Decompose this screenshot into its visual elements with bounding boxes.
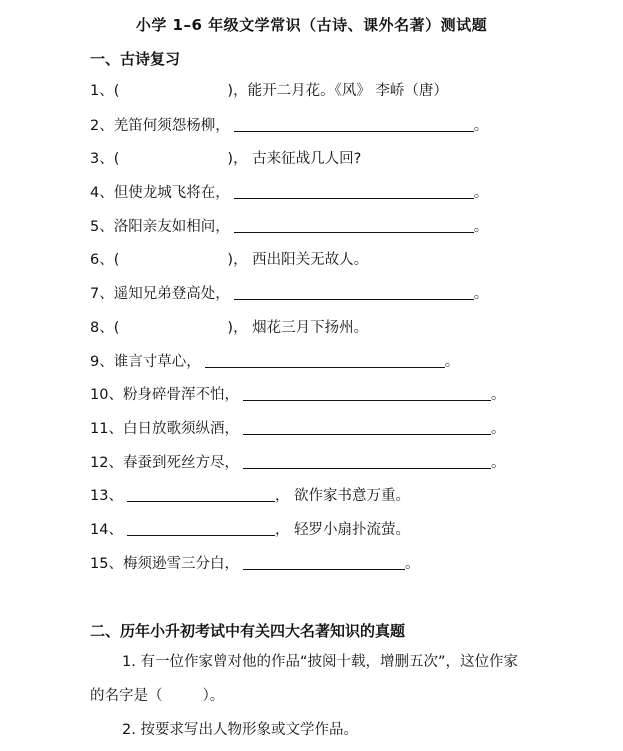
question-number: 10、 xyxy=(90,387,123,403)
question-suffix: 。 xyxy=(473,118,489,134)
question-suffix: ， 欲作家书意万重。 xyxy=(274,488,411,504)
question-2 xyxy=(90,116,488,136)
question-suffix: ， 轻罗小扇扑流萤。 xyxy=(274,522,411,538)
question-9 xyxy=(90,352,459,372)
question-number: 9、 xyxy=(90,354,114,370)
question-number: 2、 xyxy=(90,118,114,134)
question-prefix: 谁言寸草心， xyxy=(113,354,201,370)
question-suffix: 。 xyxy=(490,455,506,471)
question-5 xyxy=(90,217,488,237)
question-suffix: 。 xyxy=(473,219,489,235)
question-number: 12、 xyxy=(90,455,123,471)
question-number: 5、 xyxy=(90,219,114,235)
question-number: 8、 xyxy=(90,320,114,336)
question-s2-1-line2 xyxy=(90,686,224,706)
answer-blank[interactable] xyxy=(243,454,491,469)
answer-blank[interactable] xyxy=(127,521,275,536)
answer-blank[interactable] xyxy=(205,353,445,368)
question-number: 1、 xyxy=(90,83,114,99)
question-number: 15、 xyxy=(90,556,123,572)
answer-blank[interactable] xyxy=(234,285,474,300)
question-10 xyxy=(90,385,505,405)
question-suffix: 。 xyxy=(490,387,506,403)
question-prefix: 春蚕到死丝方尽， xyxy=(122,455,239,471)
question-suffix: ）。 xyxy=(202,688,225,704)
question-prefix: ( xyxy=(113,252,120,268)
question-3 xyxy=(90,149,361,169)
answer-blank[interactable] xyxy=(243,420,491,435)
question-13 xyxy=(90,486,410,506)
question-suffix: )，能开二月花。《风》 李峤（唐） xyxy=(227,83,448,99)
question-suffix: )， 西出阳关无故人。 xyxy=(227,252,369,268)
question-15 xyxy=(90,554,419,574)
question-8 xyxy=(90,318,368,338)
question-4 xyxy=(90,183,488,203)
question-s2-2: 2. 按要求写出人物形象或文学作品。 xyxy=(122,722,358,738)
question-suffix: 。 xyxy=(444,354,460,370)
question-suffix: 。 xyxy=(404,556,420,572)
question-suffix: 。 xyxy=(473,286,489,302)
question-number: 6、 xyxy=(90,252,114,268)
question-1 xyxy=(90,81,448,101)
answer-blank[interactable] xyxy=(234,218,474,233)
question-suffix: )， 烟花三月下扬州。 xyxy=(227,320,369,336)
question-12 xyxy=(90,453,505,473)
question-prefix: 遥知兄弟登高处， xyxy=(113,286,230,302)
question-suffix: )， 古来征战几人回? xyxy=(227,151,362,167)
question-prefix: ( xyxy=(113,151,120,167)
section1-heading: 一、古诗复习 xyxy=(90,50,181,68)
question-prefix: 梅须逊雪三分白， xyxy=(122,556,239,572)
question-prefix: 白日放歌须纵酒， xyxy=(122,421,239,437)
question-number: 7、 xyxy=(90,286,114,302)
question-s2-1-line1: 1. 有一位作家曾对他的作品“披阅十载，增删五次”，这位作家 xyxy=(122,654,518,670)
section2-heading: 二、历年小升初考试中有关四大名著知识的真题 xyxy=(90,622,406,640)
answer-blank[interactable] xyxy=(234,117,474,132)
page-title: 小学 1–6 年级文学常识（古诗、课外名著）测试题 xyxy=(135,16,488,34)
question-7 xyxy=(90,284,488,304)
answer-blank[interactable] xyxy=(234,184,474,199)
answer-blank[interactable] xyxy=(127,487,275,502)
question-suffix: 。 xyxy=(490,421,506,437)
answer-blank[interactable] xyxy=(243,386,491,401)
question-14 xyxy=(90,520,410,540)
question-prefix: ( xyxy=(113,320,120,336)
question-11 xyxy=(90,419,505,439)
question-prefix: 但使龙城飞将在， xyxy=(113,185,230,201)
question-prefix: 粉身碎骨浑不怕， xyxy=(122,387,239,403)
question-number: 14、 xyxy=(90,522,123,538)
question-prefix: 羌笛何须怨杨柳， xyxy=(113,118,230,134)
answer-blank[interactable] xyxy=(243,555,405,570)
question-6 xyxy=(90,250,368,270)
question-prefix: 洛阳亲友如相问， xyxy=(113,219,230,235)
question-number: 3、 xyxy=(90,151,114,167)
question-prefix: ( xyxy=(113,83,120,99)
question-number: 13、 xyxy=(90,488,123,504)
question-number: 4、 xyxy=(90,185,114,201)
question-prefix: 的名字是（ xyxy=(90,688,163,704)
question-suffix: 。 xyxy=(473,185,489,201)
question-number: 11、 xyxy=(90,421,123,437)
